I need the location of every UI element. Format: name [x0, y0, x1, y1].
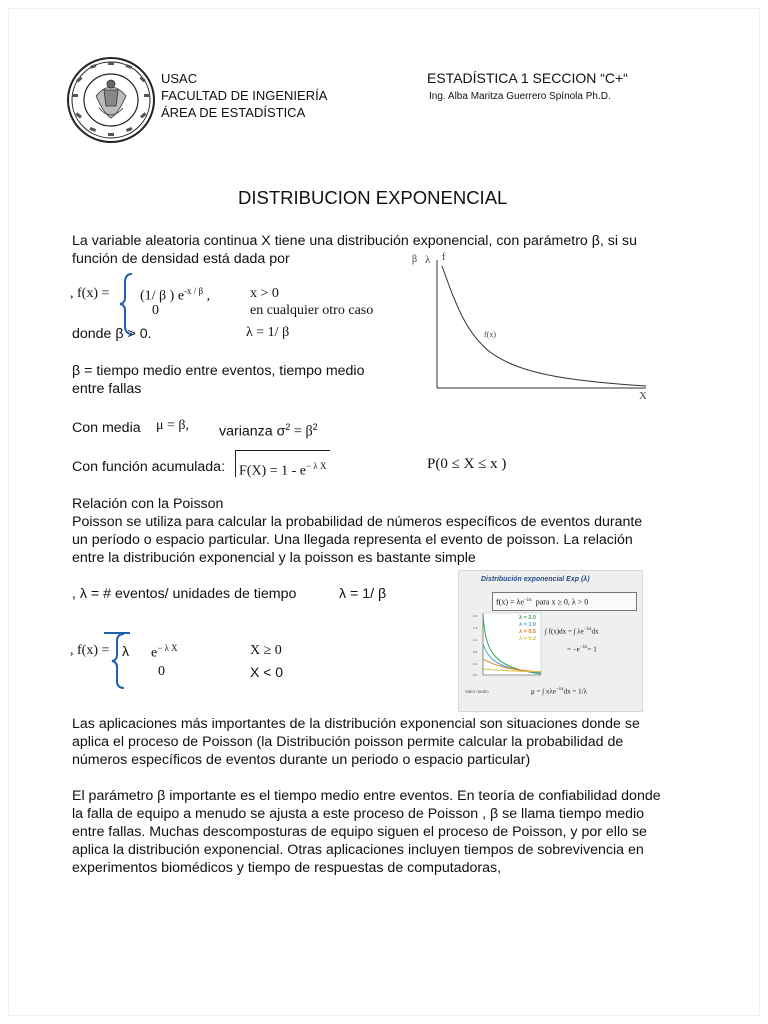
slide-formula-exponent: −λx [523, 598, 532, 603]
legend-item-lambda-05: λ = 0.5 [519, 629, 536, 635]
density-condition-2: en cualquier otro caso [250, 303, 374, 318]
slide-title: Distribución exponencial Exp (λ) [481, 576, 590, 583]
slide-formula-condition: para x ≥ 0, λ > 0 [535, 597, 589, 607]
sketch-x-label: X [639, 390, 647, 402]
slide-integral-2-text: = −e [567, 645, 580, 654]
moments-lead: Con media [72, 420, 141, 436]
slide-mean-exp: −λx [555, 687, 564, 692]
institution-name: USAC [161, 71, 198, 86]
course-name: ESTADÍSTICA 1 SECCION “C+“ [427, 70, 628, 86]
exponential-slide-image [458, 570, 643, 712]
density2-lambda: λ [122, 643, 129, 659]
cdf-lead: Con función acumulada: [72, 459, 226, 475]
slide-mean-formula [531, 687, 587, 695]
poisson-line-3: entre la distribución exponencial y la poisson es bastante simple [72, 550, 476, 566]
slide-integral-1 [545, 627, 599, 635]
legend-item-lambda-1: λ = 1.0 [519, 622, 536, 628]
legend-item-lambda-2: λ = 2.0 [519, 615, 536, 621]
applications-line-2: aplica el proceso de Poisson (la Distribución poisson permite calcular la probabilidad de [72, 734, 624, 750]
applications-line-3: números específicos de eventos durante un periodo o espacio particular) [72, 752, 531, 768]
sketch-lambda-label: λ [425, 254, 431, 266]
applications-line-1: Las aplicaciones más importantes de la distribución exponencial son situaciones donde se [72, 716, 640, 732]
parameter-line-4: aplica la distribución exponencial. Otras aplicaciones incluyen tiempos de sobrevivencia en [72, 842, 644, 858]
density-lead: , f(x) = [70, 286, 110, 301]
svg-text:2.0: 2.0 [473, 614, 478, 618]
density2-condition-2: X < 0 [250, 664, 284, 680]
slide-integral-2-result: = 1 [587, 645, 597, 654]
lambda-beta-relation: λ = 1/ β [339, 586, 387, 602]
density-expression [140, 286, 210, 305]
page-title: DISTRIBUCION EXPONENCIAL [238, 187, 508, 208]
svg-text:1.2: 1.2 [473, 638, 478, 642]
lambda-definition: λ = 1/ β [246, 325, 290, 340]
sketch-f-label: f [442, 252, 446, 263]
slide-integral-2-exp: −λx [579, 645, 588, 650]
density2-zero: 0 [158, 664, 165, 679]
slide-integral-1-text: ∫ f(x)dx = ∫ λe [545, 627, 584, 636]
density2-condition-1: X ≥ 0 [250, 643, 282, 658]
lambda-events-definition: , λ = # eventos/ unidades de tiempo [72, 586, 297, 602]
density2-expression [151, 643, 178, 662]
svg-text:0.8: 0.8 [473, 650, 478, 654]
variance-equals: = β [290, 423, 313, 440]
svg-text:0.0: 0.0 [473, 673, 478, 677]
variance-exponent: 2 [285, 422, 291, 432]
faculty-name: FACULTAD DE INGENIERÍA [161, 88, 328, 103]
density-zero: 0 [152, 303, 159, 318]
slide-integral-1-dx: dx [591, 627, 599, 636]
parameter-line-2: la falla de equipo a menudo se ajusta a este proceso de Poisson , β se llama tiempo medio [72, 806, 645, 822]
variance-formula [219, 418, 318, 441]
area-name: ÁREA DE ESTADÍSTICA [161, 105, 306, 120]
intro-line-1: La variable aleatoria continua X tiene una distribución exponencial, con parámetro β, si su [72, 233, 637, 249]
cdf-expr: F(X) = 1 - e [239, 463, 306, 479]
poisson-line-1: Poisson se utiliza para calcular la probabilidad de números específicos de eventos durante [72, 514, 643, 530]
density-condition-1: x > 0 [250, 286, 279, 301]
svg-text:1.6: 1.6 [473, 626, 478, 630]
density-curve [442, 266, 646, 386]
density2-e: e [151, 645, 158, 661]
density-exponent: -x / β [184, 286, 204, 296]
beta-definition-line-2: entre fallas [72, 381, 142, 397]
density2-lead: , f(x) = [70, 643, 110, 658]
legend-item-lambda-02: λ = 0.2 [519, 636, 536, 642]
parameter-line-5: experimentos biomédicos y tiempo de respuestas de computadoras, [72, 860, 502, 876]
beta-definition-line-1: β = tiempo medio entre eventos, tiempo medio [72, 363, 365, 379]
brace-top-bar-icon [104, 631, 130, 635]
slide-mean-text: μ = ∫ xλe [531, 687, 556, 696]
poisson-line-2: un período o espacio particular. Una llegada representa el evento de poisson. La relación [72, 532, 633, 548]
parameter-line-1: El parámetro β importante es el tiempo medio entre eventos. En teoría de confiabilidad donde [72, 788, 661, 804]
density-expr-text: (1/ β ) e [140, 288, 185, 304]
density2-exponent: − λ X [157, 643, 178, 653]
parameter-line-3: entre fallas. Muchas descomposturas de equipo siguen el proceso de Poisson, y por ello se [72, 824, 647, 840]
slide-formula-box [492, 592, 637, 611]
cdf-formula-box [235, 450, 330, 477]
slide-integral-2 [567, 645, 597, 653]
mean-formula: μ = β, [156, 418, 190, 433]
slide-mean-result: dx = 1/λ [563, 687, 587, 696]
sketch-curve-label: f(x) [484, 330, 496, 339]
university-seal-icon [66, 56, 156, 144]
poisson-heading: Relación con la Poisson [72, 496, 224, 512]
variance-label: varianza σ [219, 423, 286, 440]
brace-icon [110, 632, 126, 690]
sketch-beta-label: β [412, 254, 418, 265]
svg-text:0.4: 0.4 [473, 662, 478, 666]
slide-formula: f(x) = λe [496, 597, 524, 607]
intro-line-2: función de densidad está dada por [72, 251, 290, 267]
density-sketch-plot [400, 252, 660, 402]
variance-beta-exponent: 2 [312, 422, 318, 432]
slide-integral-1-exp: −λx [583, 627, 592, 632]
instructor-name: Ing. Alba Maritza Guerrero Spínola Ph.D. [429, 91, 611, 102]
beta-condition: donde β > 0. [72, 326, 152, 342]
slide-axis-note: Valor medio [465, 689, 489, 694]
cdf-probability: P(0 ≤ X ≤ x ) [427, 456, 507, 472]
slide-legend [519, 615, 536, 643]
cdf-exponent: − λ X [306, 461, 327, 471]
density-comma: , [206, 288, 211, 304]
density-sketch [400, 252, 660, 402]
